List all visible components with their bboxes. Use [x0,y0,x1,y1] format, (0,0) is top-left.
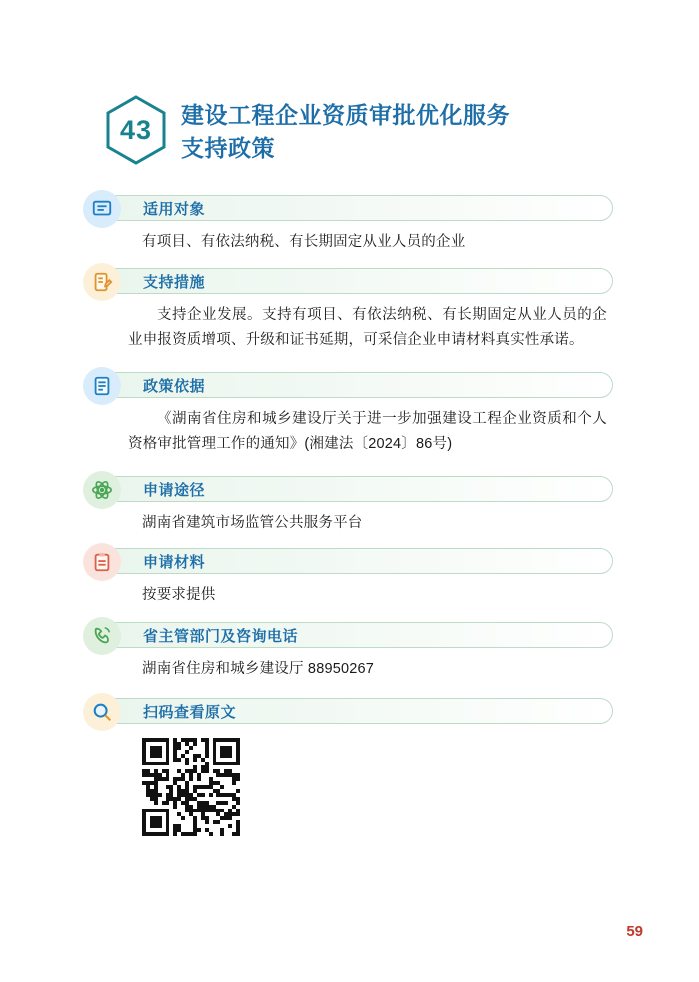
clipboard-pen-icon [83,263,121,301]
page-title-line2: 支持政策 [181,134,275,161]
section-policy-basis [86,372,613,457]
section-header-bar [86,548,613,574]
section-header-bar [86,476,613,502]
section-label: 省主管部门及咨询电话 [143,627,299,645]
qr-code-container [86,738,613,836]
section-application-materials [86,548,613,608]
section-applicable-target [86,195,613,255]
section-label: 政策依据 [143,377,206,395]
section-body: 湖南省建筑市场监管公共服务平台 [142,515,363,531]
policy-document-icon [83,367,121,405]
section-label: 适用对象 [143,200,206,218]
magnifier-icon [83,693,121,731]
section-body: 支持企业发展。支持有项目、有依法纳税、有长期固定从业人员的企业申报资质增项、升级和证书延期，可采信企业申请材料真实性承诺。 [128,307,607,348]
page-title-line1: 建设工程企业资质审批优化服务 [181,102,510,128]
section-label: 扫码查看原文 [143,703,237,721]
section-scan-qr [86,698,613,836]
section-application-channel [86,476,613,536]
section-label: 申请材料 [143,553,206,571]
section-support-measures [86,268,613,353]
document-list-icon [83,190,121,228]
section-authority-and-phone [86,622,613,682]
section-body: 按要求提供 [142,587,216,603]
section-body: 湖南省住房和城乡建设厅 88950267 [142,661,375,677]
section-body: 有项目、有依法纳税、有长期固定从业人员的企业 [142,234,466,250]
atom-icon [83,471,121,509]
qr-code-original-text[interactable] [142,738,240,836]
phone-signal-icon [83,617,121,655]
page-header [105,95,605,165]
section-label: 支持措施 [143,273,206,291]
section-header-bar [86,622,613,648]
section-header-bar [86,195,613,221]
page-number: 59 [626,923,643,940]
section-body: 《湖南省住房和城乡建设厅关于进一步加强建设工程企业资质和个人资格审批管理工作的通知》(湘建法〔2024〕86号) [128,411,607,452]
clipboard-icon [83,543,121,581]
section-label: 申请途径 [143,481,206,499]
section-header-bar [86,268,613,294]
section-header-bar [86,698,613,724]
section-number-badge [105,95,167,165]
section-number: 43 [119,114,153,145]
page-title [181,95,510,164]
section-header-bar [86,372,613,398]
